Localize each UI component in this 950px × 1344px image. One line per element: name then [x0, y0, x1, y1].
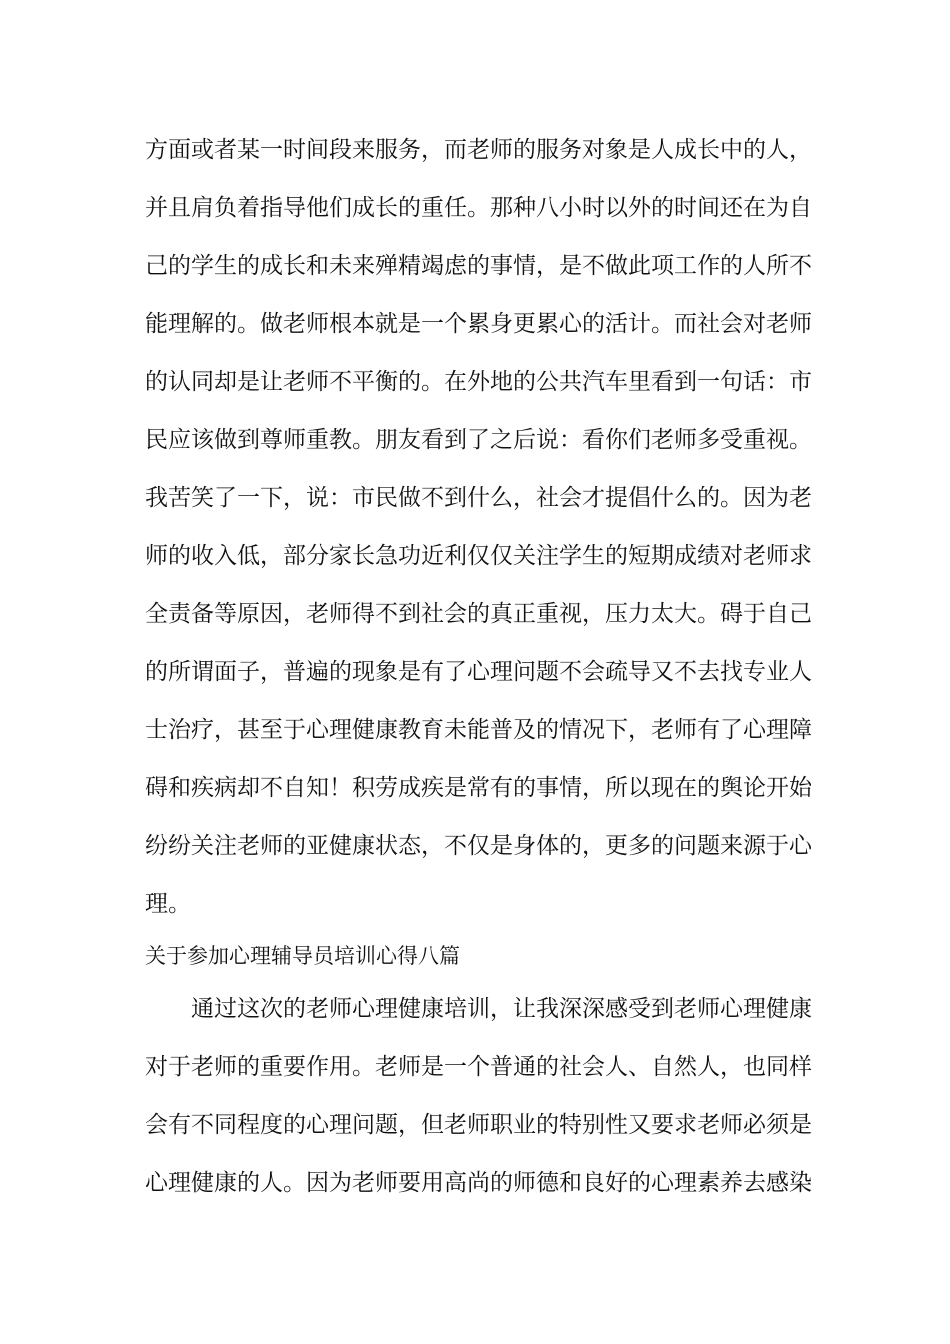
text-line: 方面或者某一时间段来服务，而老师的服务对象是人成长中的人， [145, 137, 812, 163]
text-line: 士治疗，甚至于心理健康教育未能普及的情况下，老师有了心理障 [145, 717, 812, 743]
text-line: 的认同却是让老师不平衡的。在外地的公共汽车里看到一句话：市 [145, 369, 812, 395]
text-line: 心理健康的人。因为老师要用高尚的师德和良好的心理素养去感染 [145, 1170, 812, 1196]
text-line: 并且肩负着指导他们成长的重任。那种八小时以外的时间还在为自 [145, 195, 812, 221]
text-line: 碍和疾病却不自知！积劳成疾是常有的事情，所以现在的舆论开始 [145, 775, 812, 801]
text-line: 己的学生的成长和未来殚精竭虑的事情，是不做此项工作的人所不 [145, 253, 812, 279]
text-line: 能理解的。做老师根本就是一个累身更累心的活计。而社会对老师 [145, 311, 812, 337]
text-line: 全责备等原因，老师得不到社会的真正重视，压力太大。碍于自己 [145, 601, 812, 627]
text-line: 纷纷关注老师的亚健康状态，不仅是身体的，更多的问题来源于心 [145, 833, 812, 859]
text-line: 师的收入低，部分家长急功近利仅仅关注学生的短期成绩对老师求 [145, 543, 812, 569]
section-heading: 关于参加心理辅导员培训心得八篇 [145, 944, 460, 968]
text-line: 我苦笑了一下，说：市民做不到什么，社会才提倡什么的。因为老 [145, 485, 812, 511]
text-line: 的所谓面子，普遍的现象是有了心理问题不会疏导又不去找专业人 [145, 659, 812, 685]
text-line: 会有不同程度的心理问题，但老师职业的特别性又要求老师必须是 [145, 1112, 812, 1138]
text-line: 理。 [145, 891, 191, 917]
paragraph-first-line: 通过这次的老师心理健康培训，让我深深感受到老师心理健康 [191, 996, 812, 1022]
text-line: 民应该做到尊师重教。朋友看到了之后说：看你们老师多受重视。 [145, 427, 812, 453]
text-line: 对于老师的重要作用。老师是一个普通的社会人、自然人，也同样 [145, 1054, 812, 1080]
